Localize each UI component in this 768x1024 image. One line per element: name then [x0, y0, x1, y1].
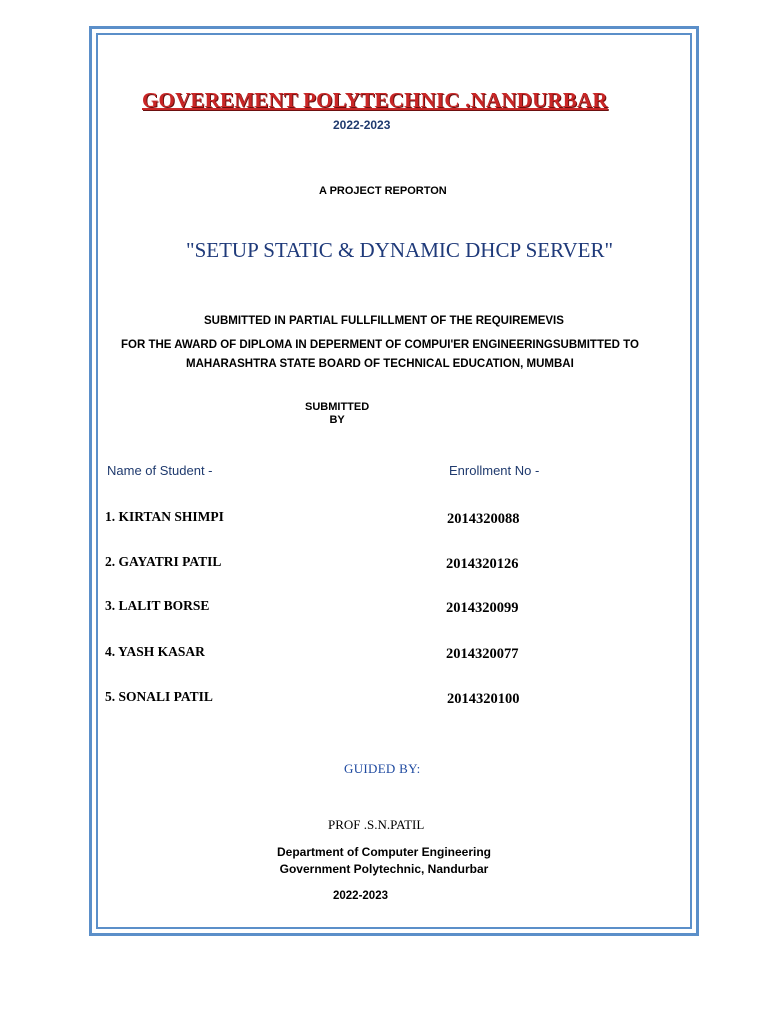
guide-name: PROF .S.N.PATIL: [328, 817, 425, 832]
project-report-label: A PROJECT REPORTON: [319, 185, 447, 197]
student-enrollment: 2014320099: [446, 600, 519, 616]
department-block: [274, 844, 494, 878]
project-title: "SETUP STATIC & DYNAMIC DHCP SERVER": [186, 238, 614, 262]
student-name: 2. GAYATRI PATIL: [105, 554, 222, 569]
student-enrollment: 2014320126: [446, 556, 519, 572]
page-border-outer: [89, 26, 699, 936]
institution-name: Government Polytechnic, Nandurbar: [279, 862, 489, 876]
college-name: GOVEREMENT POLYTECHNIC .NANDURBAR: [142, 88, 608, 112]
page-border-inner: [96, 33, 692, 929]
submitted-by: [305, 401, 369, 427]
academic-year-bottom: 2022-2023: [333, 890, 388, 902]
submitted-line-1: SUBMITTED: [305, 401, 370, 413]
student-enrollment: 2014320077: [446, 646, 519, 662]
student-enrollment: 2014320100: [447, 691, 520, 707]
student-name: 4. YASH KASAR: [105, 644, 205, 659]
department-name: Department of Computer Engineering: [276, 845, 491, 859]
academic-year-top: 2022-2023: [333, 118, 391, 132]
student-name: 3. LALIT BORSE: [105, 598, 210, 613]
enrollment-no-header: Enrollment No -: [449, 463, 540, 478]
name-of-student-header: Name of Student -: [107, 463, 213, 478]
submission-line-2: FOR THE AWARD OF DIPLOMA IN DEPERMENT OF COMPUI'ER ENGINEERINGSUBMITTED TO: [121, 339, 639, 351]
submission-line-3: MAHARASHTRA STATE BOARD OF TECHNICAL EDUCATION, MUMBAI: [186, 358, 574, 370]
submitted-line-2: BY: [329, 414, 345, 426]
student-name: 1. KIRTAN SHIMPI: [105, 509, 224, 524]
student-name: 5. SONALI PATIL: [105, 689, 213, 704]
guided-by-label: GUIDED BY:: [344, 761, 421, 776]
submission-line-1: SUBMITTED IN PARTIAL FULLFILLMENT OF THE REQUIREMEVIS: [204, 315, 564, 327]
student-enrollment: 2014320088: [447, 511, 520, 527]
